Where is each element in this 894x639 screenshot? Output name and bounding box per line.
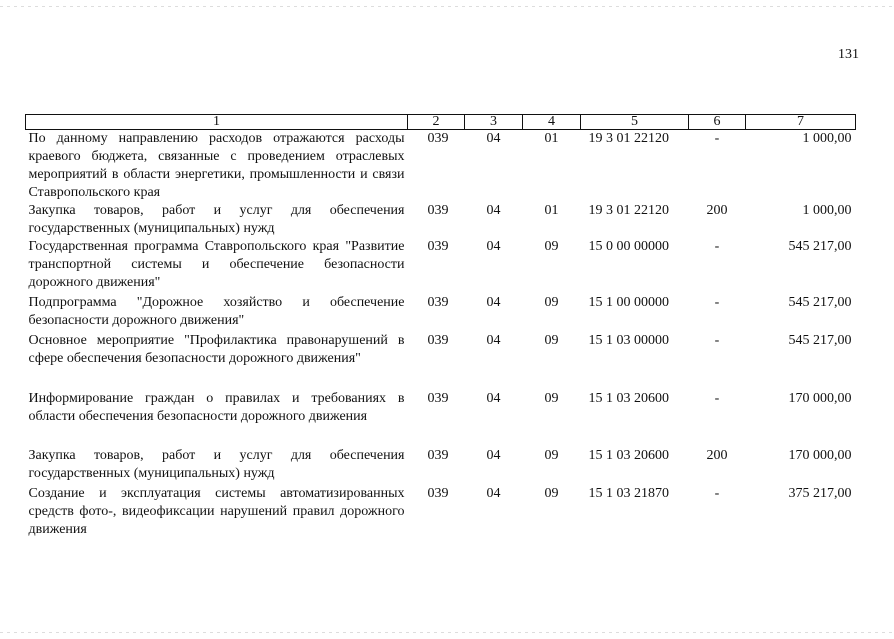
row-section-code: 04 <box>486 486 501 501</box>
row-description: Информирование граждан о правилах и требованиях в области обеспечения безопасности дорожного движения <box>28 391 405 424</box>
header-row <box>26 115 856 130</box>
row-section-code: 04 <box>486 333 501 348</box>
row-subsection-code: 01 <box>544 203 559 218</box>
row-target-article: 19 3 01 22120 <box>588 131 669 146</box>
header-col-2: 2 <box>408 115 465 130</box>
row-target-article: 15 1 03 00000 <box>588 333 669 348</box>
row-subsection-code: 09 <box>544 333 559 348</box>
scan-edge-bottom <box>0 632 894 633</box>
row-expense-type: - <box>714 239 720 254</box>
table-row <box>26 332 856 390</box>
header-col-4: 4 <box>523 115 581 130</box>
table-row <box>26 238 856 294</box>
row-ministry-code: 039 <box>427 239 449 254</box>
header-col-5: 5 <box>581 115 689 130</box>
row-expense-type: - <box>714 391 720 406</box>
row-expense-type: 200 <box>706 448 728 463</box>
row-amount: 545 217,00 <box>788 295 852 310</box>
row-expense-type: - <box>714 295 720 310</box>
budget-table <box>25 114 856 541</box>
row-description: Подпрограмма "Дорожное хозяйство и обеспечение безопасности дорожного движения" <box>28 295 405 328</box>
row-section-code: 04 <box>486 239 501 254</box>
page-number: 131 <box>838 47 859 62</box>
row-target-article: 19 3 01 22120 <box>588 203 669 218</box>
row-subsection-code: 01 <box>544 131 559 146</box>
table-row <box>26 294 856 332</box>
row-description: Создание и эксплуатация системы автоматизированных средств фото-, видеофиксации нарушений правил дорожного движения <box>28 486 405 537</box>
row-section-code: 04 <box>486 295 501 310</box>
row-section-code: 04 <box>486 203 501 218</box>
row-subsection-code: 09 <box>544 295 559 310</box>
row-ministry-code: 039 <box>427 391 449 406</box>
row-expense-type: - <box>714 333 720 348</box>
header-col-3: 3 <box>465 115 523 130</box>
row-subsection-code: 09 <box>544 448 559 463</box>
row-amount: 1 000,00 <box>802 131 852 146</box>
row-amount: 170 000,00 <box>788 448 852 463</box>
row-target-article: 15 1 03 21870 <box>588 486 669 501</box>
row-subsection-code: 09 <box>544 239 559 254</box>
row-ministry-code: 039 <box>427 333 449 348</box>
row-section-code: 04 <box>486 391 501 406</box>
row-expense-type: 200 <box>706 203 728 218</box>
table-row <box>26 447 856 485</box>
row-amount: 1 000,00 <box>802 203 852 218</box>
row-amount: 375 217,00 <box>788 486 852 501</box>
table-row <box>26 485 856 541</box>
row-description: Закупка товаров, работ и услуг для обеспечения государственных (муниципальных) нужд <box>28 203 405 236</box>
row-description: Государственная программа Ставропольского края "Развитие транспортной системы и обеспечение безопасности дорожного движения" <box>28 239 405 290</box>
row-description: Закупка товаров, работ и услуг для обеспечения государственных (муниципальных) нужд <box>28 448 405 481</box>
scan-edge-top <box>0 6 894 7</box>
row-ministry-code: 039 <box>427 486 449 501</box>
row-section-code: 04 <box>486 131 501 146</box>
row-amount: 545 217,00 <box>788 239 852 254</box>
row-ministry-code: 039 <box>427 131 449 146</box>
row-expense-type: - <box>714 131 720 146</box>
row-ministry-code: 039 <box>427 448 449 463</box>
row-description: По данному направлению расходов отражаются расходы краевого бюджета, связанные с проведением отраслевых мероприятий в области энергетики, промышленности и связи Ставропольского края <box>28 131 405 200</box>
table-row <box>26 130 856 203</box>
row-subsection-code: 09 <box>544 486 559 501</box>
row-expense-type: - <box>714 486 720 501</box>
row-subsection-code: 09 <box>544 391 559 406</box>
table-row <box>26 390 856 447</box>
row-ministry-code: 039 <box>427 203 449 218</box>
header-col-1: 1 <box>26 115 408 130</box>
row-amount: 170 000,00 <box>788 391 852 406</box>
row-target-article: 15 1 00 00000 <box>588 295 669 310</box>
row-description: Основное мероприятие "Профилактика правонарушений в сфере обеспечения безопасности дорожного движения" <box>28 333 405 366</box>
row-amount: 545 217,00 <box>788 333 852 348</box>
header-col-7: 7 <box>746 115 856 130</box>
row-ministry-code: 039 <box>427 295 449 310</box>
row-section-code: 04 <box>486 448 501 463</box>
row-target-article: 15 0 00 00000 <box>588 239 669 254</box>
header-col-6: 6 <box>689 115 746 130</box>
row-target-article: 15 1 03 20600 <box>588 391 669 406</box>
row-target-article: 15 1 03 20600 <box>588 448 669 463</box>
table-row <box>26 202 856 238</box>
